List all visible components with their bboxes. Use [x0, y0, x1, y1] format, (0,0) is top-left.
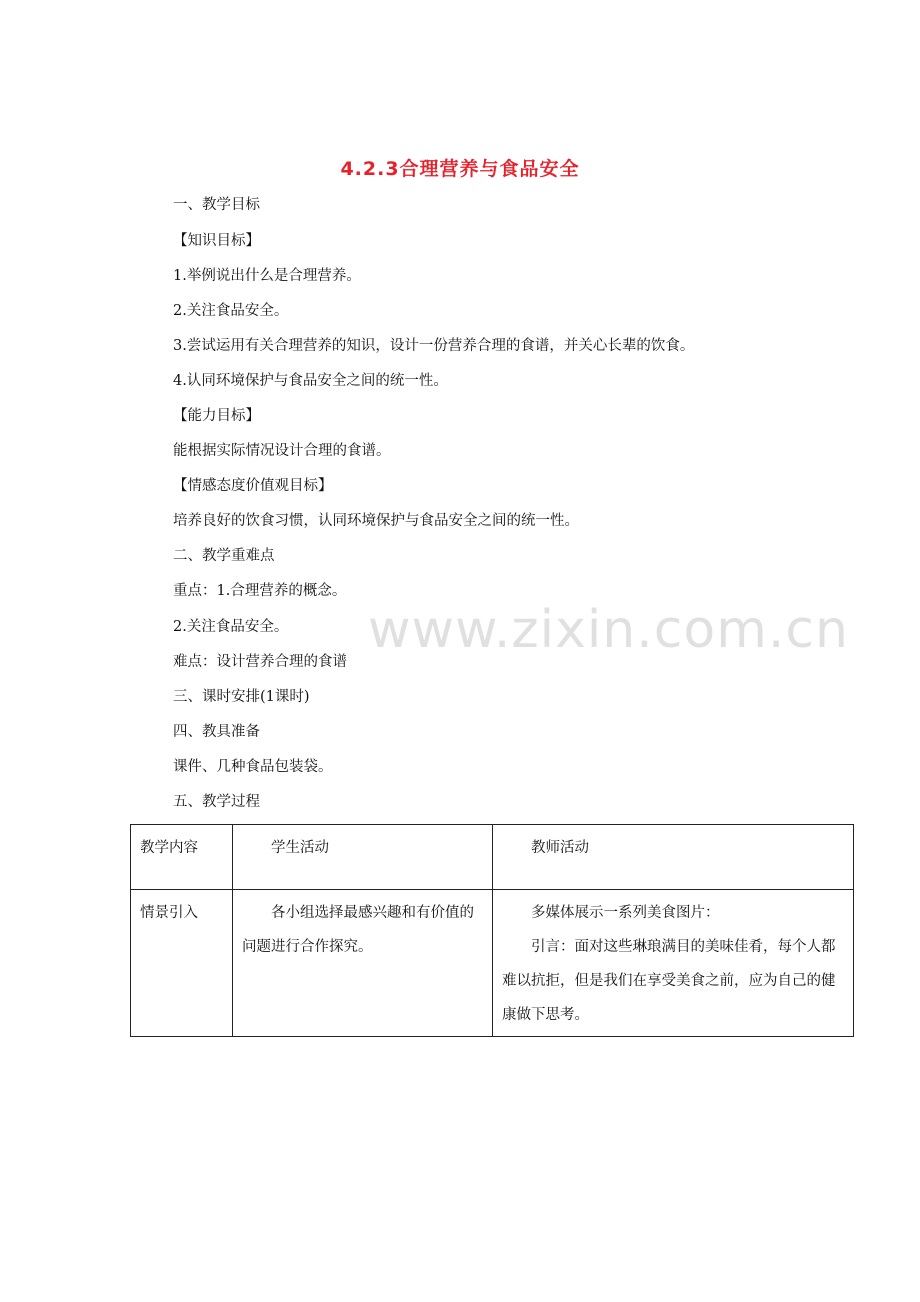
section-heading-schedule: 三、课时安排(1课时) [173, 689, 310, 705]
cell-student-activity [233, 890, 493, 1037]
header-teacher-activity-label: 教师活动 [531, 840, 589, 856]
section-heading-objectives: 一、教学目标 [173, 197, 260, 213]
watermark: www.zixin.com.cn [368, 600, 849, 660]
objective-item: 3.尝试运用有关合理营养的知识，设计一份营养合理的食谱，并关心长辈的饮食。 [173, 338, 695, 354]
difficulty-item: 难点：设计营养合理的食谱 [173, 654, 347, 670]
teacher-activity-text-2: 引言：面对这些琳琅满目的美味佳肴，每个人都难以抗拒，但是我们在享受美食之前，应为自己的健康做下思考。 [502, 939, 836, 1023]
section-heading-process: 五、教学过程 [173, 794, 260, 810]
header-student-activity-label: 学生活动 [271, 840, 329, 856]
objective-item: 2.关注食品安全。 [173, 303, 289, 319]
objective-item: 1.举例说出什么是合理营养。 [173, 268, 361, 284]
header-content: 教学内容 [131, 825, 233, 890]
header-teacher-activity [493, 825, 854, 890]
table-row [131, 890, 854, 1037]
cell-content: 情景引入 [131, 890, 233, 1037]
subheading-ability: 【能力目标】 [173, 408, 260, 424]
document-title: 4.2.3合理营养与食品安全 [340, 158, 580, 180]
key-point-item: 2.关注食品安全。 [173, 619, 289, 635]
teaching-process-table [130, 824, 854, 1037]
cell-teacher-activity [493, 890, 854, 1037]
section-heading-materials: 四、教具准备 [173, 724, 260, 740]
section-heading-key-points: 二、教学重难点 [173, 548, 275, 564]
objective-item: 4.认同环境保护与食品安全之间的统一性。 [173, 373, 448, 389]
materials-item: 课件、几种食品包装袋。 [173, 759, 333, 775]
student-activity-text: 各小组选择最感兴趣和有价值的问题进行合作探究。 [242, 905, 474, 955]
objective-item: 能根据实际情况设计合理的食谱。 [173, 443, 391, 459]
objective-item: 培养良好的饮食习惯，认同环境保护与食品安全之间的统一性。 [173, 513, 579, 529]
table-header-row [131, 825, 854, 890]
teacher-activity-text-1: 多媒体展示一系列美食图片： [531, 905, 720, 921]
subheading-knowledge: 【知识目标】 [173, 233, 260, 249]
subheading-attitude: 【情感态度价值观目标】 [173, 478, 333, 494]
header-student-activity [233, 825, 493, 890]
key-point-item: 重点：1.合理营养的概念。 [173, 583, 347, 599]
